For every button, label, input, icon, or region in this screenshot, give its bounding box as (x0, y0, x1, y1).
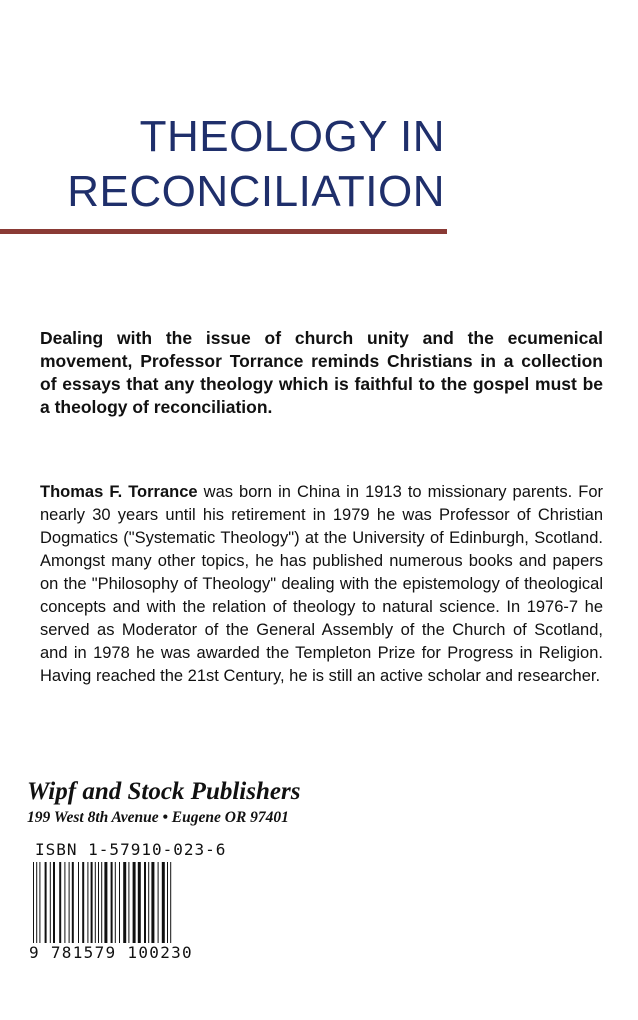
barcode-bar (144, 862, 146, 950)
publisher-address: 199 West 8th Avenue • Eugene OR 97401 (27, 809, 289, 826)
barcode-bar (39, 862, 40, 950)
barcode-bar (98, 862, 99, 950)
barcode-bar (59, 862, 61, 950)
barcode-digits: 9 781579 100230 (29, 943, 193, 962)
title-divider (0, 229, 447, 234)
barcode-bar (53, 862, 55, 950)
barcode-bar (119, 862, 120, 950)
barcode-bar (45, 862, 47, 950)
blurb-text: Dealing with the issue of church unity and the ecumenical movement, Professor Torrance reminds Christians in a collection of essays that any theology which is faithful to the gospel must be a theology of reconciliation. (40, 328, 603, 417)
barcode-bar (82, 862, 84, 950)
barcode-bar (72, 862, 74, 950)
barcode-bar (115, 862, 116, 950)
barcode-bar (78, 862, 79, 950)
title-line-2: RECONCILIATION (67, 167, 445, 216)
barcode-bar (123, 862, 126, 950)
barcode-bar (158, 862, 159, 950)
barcode-bar (167, 862, 168, 950)
isbn-label: ISBN 1-57910-023-6 (35, 840, 227, 859)
publisher-name: Wipf and Stock Publishers (27, 778, 301, 805)
barcode-bar (148, 862, 149, 950)
barcode-bar (101, 862, 102, 950)
barcode-bar (133, 862, 136, 950)
barcode-bar (33, 862, 34, 950)
author-name: Thomas F. Torrance (40, 483, 198, 501)
barcode-bar (151, 862, 154, 950)
barcode-bar (138, 862, 141, 950)
barcode-bar (64, 862, 65, 950)
barcode-bar (69, 862, 70, 950)
barcode-bar (162, 862, 165, 950)
barcode-bar (87, 862, 88, 950)
barcode-bar (50, 862, 51, 950)
barcode-bar (111, 862, 113, 950)
author-bio (40, 481, 603, 688)
barcode-bar (104, 862, 107, 950)
barcode-bar (128, 862, 129, 950)
title-line-1: THEOLOGY IN (139, 112, 445, 161)
barcode-bar (91, 862, 93, 950)
barcode-bar (95, 862, 96, 950)
barcode-bar (36, 862, 37, 950)
barcode-bar (170, 862, 171, 950)
author-bio-text: was born in China in 1913 to missionary parents. For nearly 30 years until his retirement in 1979 he was Professor of Christian Dogmatics ("Systematic Theology") at the University of Edinburgh, Scotland. Amongst many other topics, he has published numerous books and papers on the "Philosophy of Theology" dealing with the epistemology of theological concepts and with the relation of theology to natural science. In 1976-7 he served as Moderator of the General Assembly of the Church of Scotland, and in 1978 he was awarded the Templeton Prize for Progress in Religion. Having reached the 21st Century, he is still an active scholar and researcher. (40, 483, 603, 685)
